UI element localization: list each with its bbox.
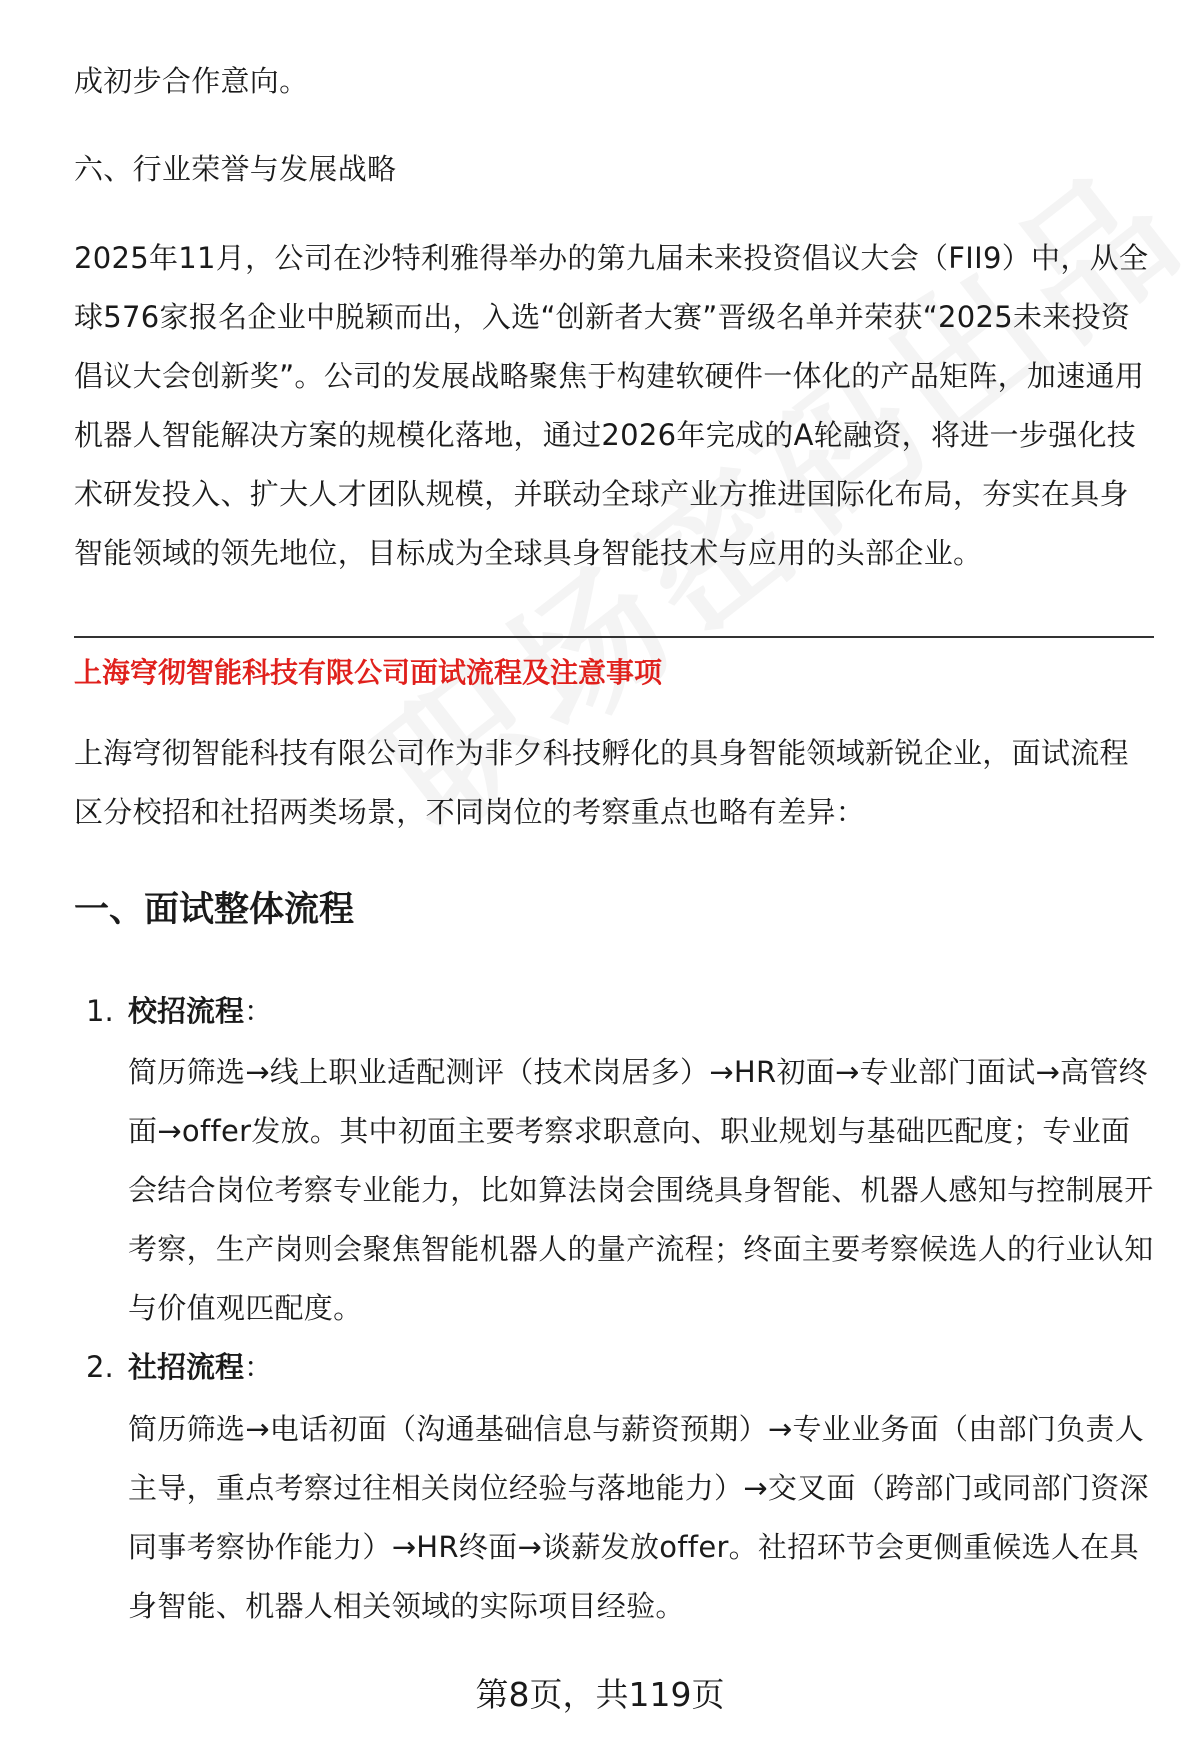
list-item-title <box>128 1342 273 1392</box>
interview-intro-paragraph: 上海穹彻智能科技有限公司作为非夕科技孵化的具身智能领域新锐企业，面试流程区分校招和社招两类场景，不同岗位的考察重点也略有差异： <box>74 736 1129 829</box>
section-divider <box>74 636 1154 638</box>
heading-interview-process: 一、面试整体流程 <box>74 890 355 930</box>
page-number-footer: 第8页，共119页 <box>475 1675 725 1714</box>
list-item-colon: ： <box>244 994 274 1028</box>
list-item-body: 简历筛选→线上职业适配测评（技术岗居多）→HR初面→专业部门面试→高管终面→offer发放。其中初面主要考察求职意向、职业规划与基础匹配度；专业面会结合岗位考察专业能力，比如算法岗会围绕具身智能、机器人感知与控制展开考察，生产岗则会聚焦智能机器人的量产流程；终面主要考察候选人的行业认知与价值观匹配度。 <box>128 1055 1154 1325</box>
list-item-title <box>128 986 273 1036</box>
interview-section-title: 上海穹彻智能科技有限公司面试流程及注意事项 <box>74 656 663 689</box>
list-item-title-bold: 社招流程 <box>128 1350 245 1384</box>
paragraph-honors-strategy: 2025年11月，公司在沙特利雅得举办的第九届未来投资倡议大会（FII9）中，从全球576家报名企业中脱颖而出，入选“创新者大赛”晋级名单并荣获“2025未来投资倡议大会创新奖”。公司的发展战略聚焦于构建软硬件一体化的产品矩阵，加速通用机器人智能解决方案的规模化落地，通过2026年完成的A轮融资，将进一步强化技术研发投入、扩大人才团队规模，并联动全球产业方推进国际化布局，夯实在具身智能领域的领先地位，目标成为全球具身智能技术与应用的头部企业。 <box>74 241 1149 570</box>
paragraph-continuation: 成初步合作意向。 <box>74 64 309 98</box>
list-item-title-bold: 校招流程 <box>128 994 245 1028</box>
list-item-number: 2. <box>86 1350 114 1384</box>
list-item-number: 1. <box>86 994 114 1028</box>
list-item-colon: ： <box>244 1350 274 1384</box>
list-item-body: 简历筛选→电话初面（沟通基础信息与薪资预期）→专业业务面（由部门负责人主导，重点考察过往相关岗位经验与落地能力）→交叉面（跨部门或同部门资深同事考察协作能力）→HR终面→谈薪发放offer。社招环节会更侧重候选人在具身智能、机器人相关领域的实际项目经验。 <box>128 1412 1149 1623</box>
section-6-title: 六、行业荣誉与发展战略 <box>74 152 397 186</box>
